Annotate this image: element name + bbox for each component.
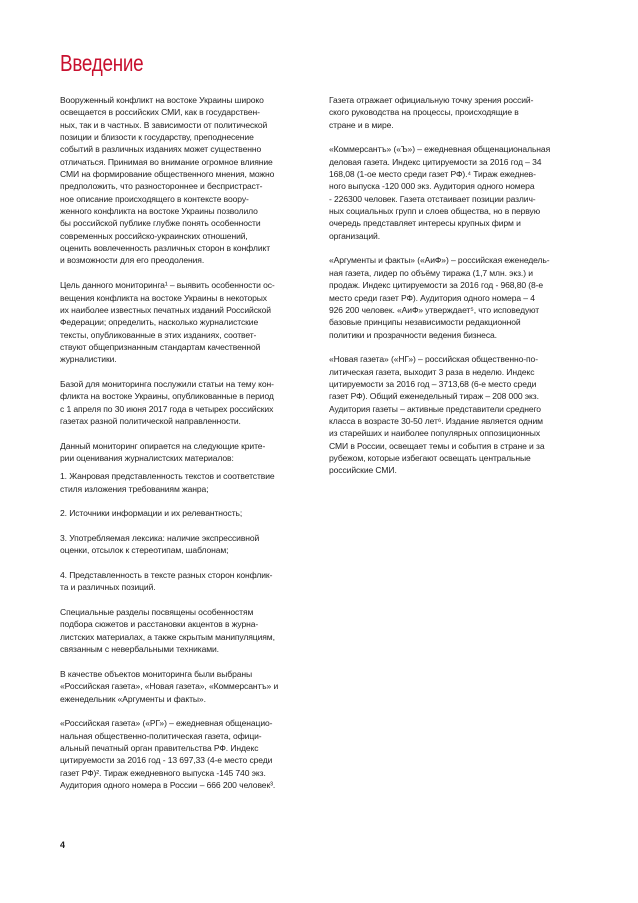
page-number: 4 (60, 840, 66, 850)
rg-paragraph: «Российская газета» («РГ») – ежедневная общенацио- нальная общественно-политическая газета, офици- альный печатный орган правительства РФ. Индекс цитируемости за 2016 год - 13 697,33 (4-е место среди газет РФ)². Тираж ежедневного выпуска -145 740 экз. Аудитория одного номера в России – 666 200 человек³. (60, 718, 276, 790)
left-column (60, 94, 312, 804)
criteria-item-3: 3. Употребляемая лексика: наличие экспрессивной оценки, отсылок к стереотипам, шаблонам; (60, 533, 260, 556)
novaya-gazeta-paragraph: «Новая газета» («НГ») – российская общественно-по- литическая газета, выходит 3 раза в неделю. Индекс цитируемости за 2016 год – 3713,68 (6-е место среди газет РФ). Общий еженедельный тираж – 208 000 экз. Аудитория газеты – активные представители среднего класса в возрасте 30-50 лет⁶. Издание является одним из старейших и наиболее популярных оппозиционных СМИ в России, освещает темы и события в стране и за рубежом, которые избегают освещать центральные российские СМИ. (329, 354, 545, 476)
objects-paragraph: В качестве объектов мониторинга были выбраны «Российская газета», «Новая газета», «Коммерсантъ» и еженедельник «Аргументы и факты». (60, 668, 279, 704)
basis-paragraph: Базой для мониторинга послужили статьи на тему кон- фликта на востоке Украины, опубликованные в период с 1 апреля по 30 июня 2017 года в четырех российских газетах разной политической направленности. (60, 378, 274, 426)
criteria-item-1: 1. Жанровая представленность текстов и соответствие стиля изложения требованиям жанра; (60, 471, 275, 494)
kommersant-paragraph: «Коммерсантъ» («Ъ») – ежедневная общенациональная деловая газета. Индекс цитируемости за 2016 год – 34 168,08 (1-ое место среди газет РФ).⁴ Тираж ежеднев- ного выпуска -120 000 экз. Аудитория одного номера - 226300 человек. Газета отстаивает позиции различ- ных социальных групп и слоев общества, но в первую очередь представляет интересы крупных фирм и организаций. (329, 144, 551, 241)
criteria-item-4: 4. Представленность в тексте разных сторон конфлик- та и различных позиций. (60, 570, 273, 593)
criteria-intro-paragraph: Данный мониторинг опирается на следующие крите- рии оценивания журналистских материалов: (60, 440, 266, 463)
rg-continuation-paragraph: Газета отражает официальную точку зрения россий- ского руководства на процессы, происходящие в стране и в мире. (329, 95, 534, 130)
right-column (329, 94, 581, 489)
purpose-paragraph: Цель данного мониторинга¹ – выявить особенности ос- вещения конфликта на востоке Украины в некоторых их наиболее известных печатных изданий Российской Федерации; определить, насколько журналистские тексты, опубликованные в этих изданиях, соответ- ствуют общепризнанным стандартам качественной журналистики. (60, 280, 275, 365)
special-sections-paragraph: Специальные разделы посвящены особенностям подбора сюжетов и расстановки акцентов в журна- листских материалах, а также скрытым манипуляциям, связанным с невербальными техниками. (60, 607, 275, 655)
page-title: Введение (60, 50, 144, 76)
criteria-item-2: 2. Источники информации и их релевантность; (60, 508, 243, 519)
intro-paragraph: Вооруженный конфликт на востоке Украины широко освещается в российских СМИ, как в государствен- ных, так и в частных. В зависимости от политической позиции и близости к государству, преподнесение событий в различных изданиях может существенно отличаться. Принимая во внимание огромное влияние СМИ на формирование общественного мнения, можно предположить, что разностороннее и беспристраст- ное описание происходящего в контексте воору- женного конфликта на востоке Украины позволило бы российской публике глубже понять особенности современных российско-украинских отношений, оценить вовлеченность различных сторон в конфликт и возможности для его преодоления. (60, 95, 275, 266)
aif-paragraph: «Аргументы и факты» («АиФ») – российская еженедель- ная газета, лидер по объёму тиража (1,7 млн. экз.) и продаж. Индекс цитируемости за 2016 год - 968,80 (8-е место среди газет РФ). Аудитория одного номера – 4 926 200 человек. «АиФ» утверждает⁵, что исповедуют базовые принципы независимости редакционной политики и прозрачности ведения бизнеса. (329, 255, 550, 340)
